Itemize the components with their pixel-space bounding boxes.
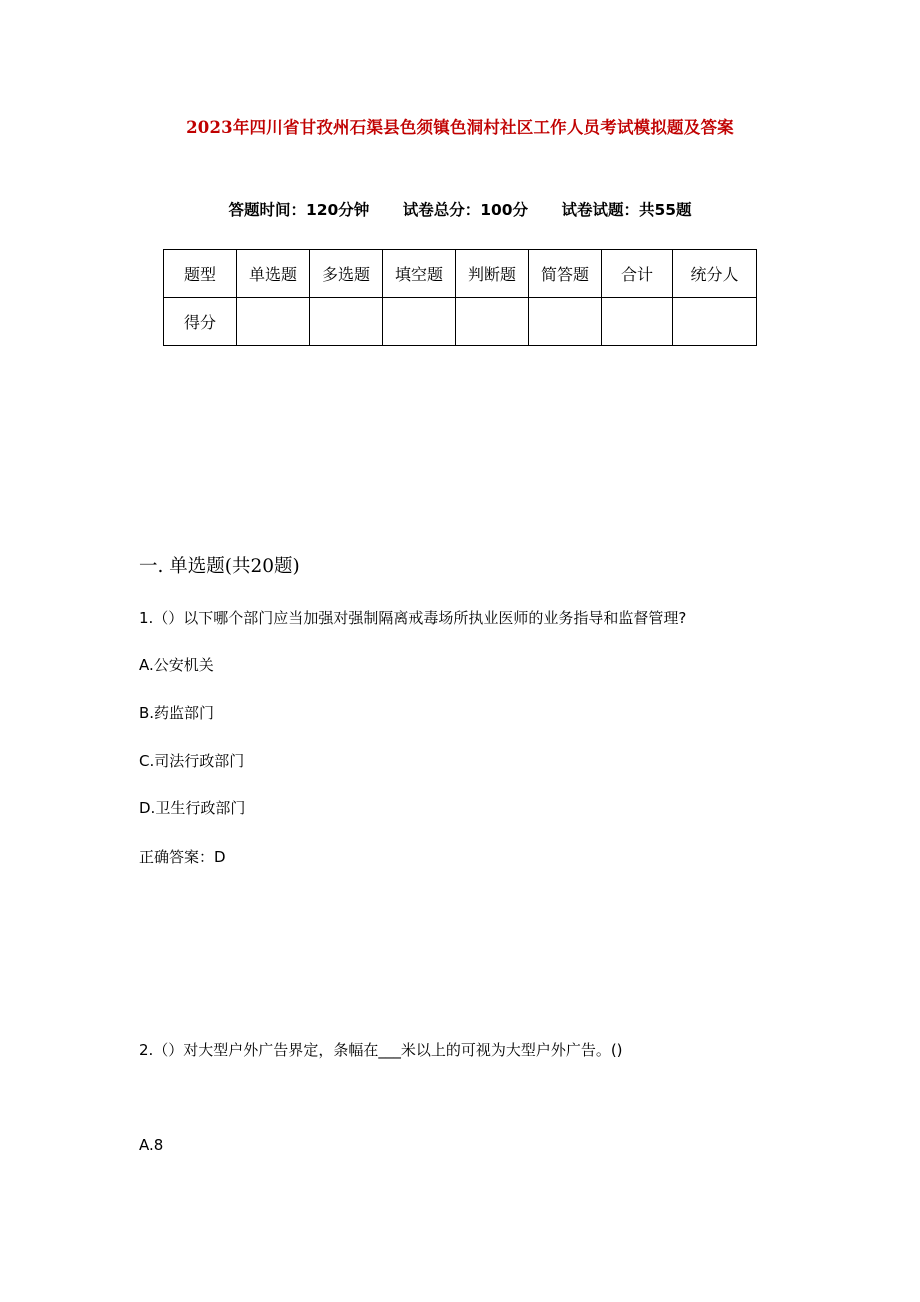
- question-option: D.卫生行政部门: [139, 799, 246, 817]
- score-header-cell: 多选题: [310, 250, 383, 298]
- score-cell: [237, 298, 310, 346]
- question-option: B.药监部门: [139, 704, 215, 722]
- score-table: [163, 249, 757, 346]
- score-cell: [602, 298, 673, 346]
- score-table-header-row: [164, 250, 757, 298]
- score-table-score-row: [164, 298, 757, 346]
- score-header-cell: 判断题: [456, 250, 529, 298]
- question-stem: 2.（）对大型户外广告界定，条幅在___米以上的可视为大型户外广告。(): [139, 1041, 623, 1059]
- score-cell: [529, 298, 602, 346]
- score-header-cell: 填空题: [383, 250, 456, 298]
- score-cell: [310, 298, 383, 346]
- score-header-cell: 合计: [602, 250, 673, 298]
- score-header-cell: 简答题: [529, 250, 602, 298]
- question-option: A.8: [139, 1136, 164, 1154]
- score-cell: [383, 298, 456, 346]
- score-header-cell: 单选题: [237, 250, 310, 298]
- page-title: 2023年四川省甘孜州石渠县色须镇色洞村社区工作人员考试模拟题及答案: [186, 118, 734, 137]
- exam-question-count: 试卷试题：共55题: [561, 201, 692, 219]
- question-option: C.司法行政部门: [139, 752, 245, 770]
- question-stem: 1.（）以下哪个部门应当加强对强制隔离戒毒场所执业医师的业务指导和监督管理?: [139, 609, 687, 627]
- score-header-cell: 统分人: [673, 250, 757, 298]
- exam-meta: [0, 198, 920, 220]
- score-header-cell: 题型: [164, 250, 237, 298]
- score-row-label: 得分: [164, 298, 237, 346]
- correct-answer: 正确答案：D: [139, 848, 226, 866]
- score-cell: [456, 298, 529, 346]
- exam-total-score: 试卷总分：100分: [402, 201, 529, 219]
- section-heading: 一. 单选题(共20题): [139, 556, 300, 577]
- exam-time: 答题时间：120分钟: [228, 201, 370, 219]
- score-cell: [673, 298, 757, 346]
- question-option: A.公安机关: [139, 656, 214, 674]
